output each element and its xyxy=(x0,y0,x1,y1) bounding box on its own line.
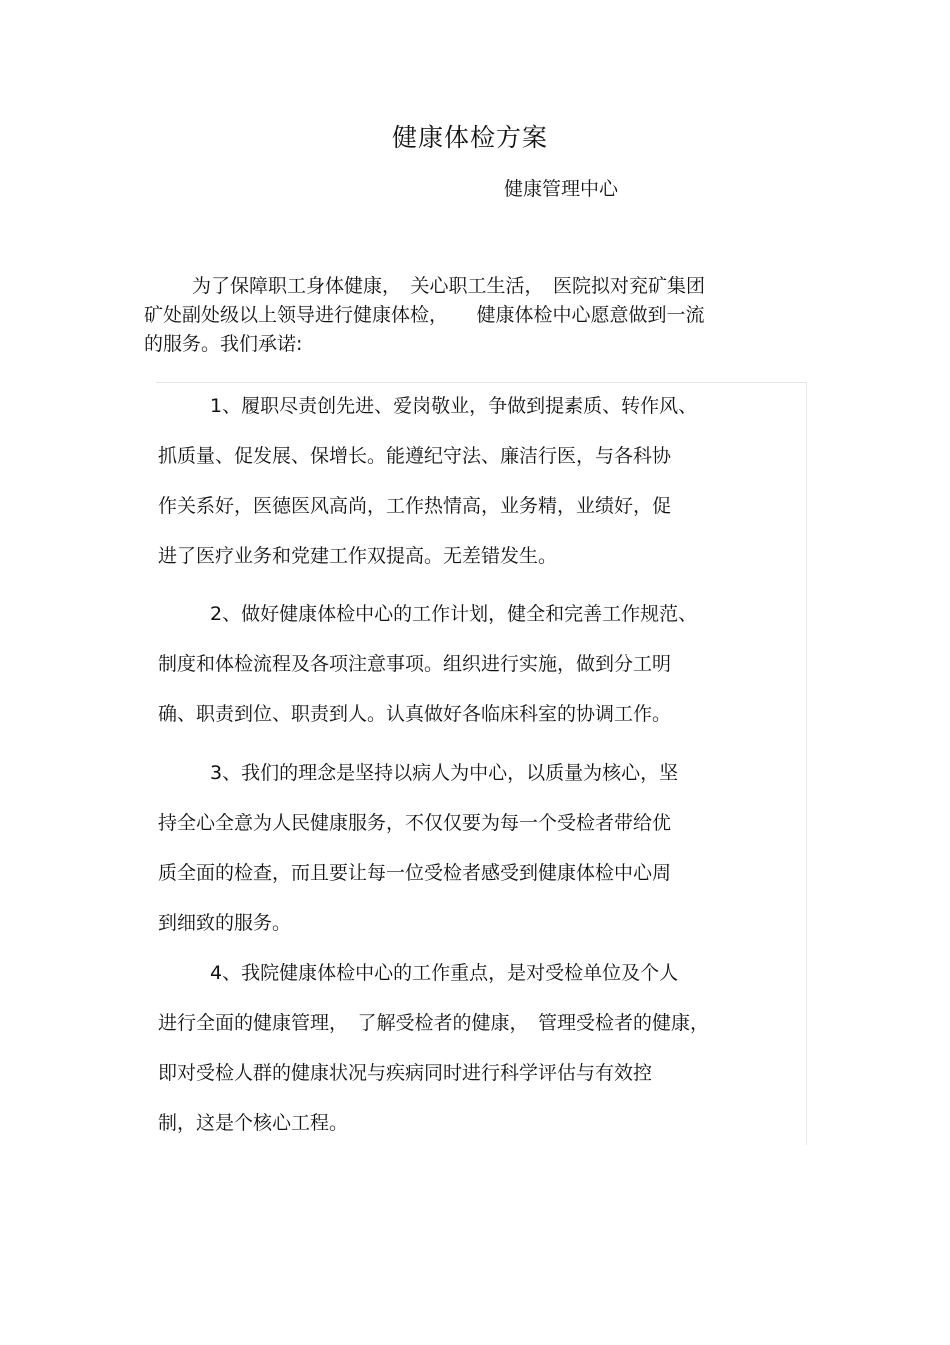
commitment-line: 质全面的检查，而且要让每一位受检者感受到健康体检中心周 xyxy=(158,862,672,884)
commitment-line: 确、职责到位、职责到人。认真做好各临床科室的协调工作。 xyxy=(158,703,672,725)
intro-line: 的服务。我们承诺: xyxy=(144,333,303,355)
commitment-line: 3、我们的理念是坚持以病人为中心，以质量为核心，坚 xyxy=(210,762,679,784)
commitment-line: 到细致的服务。 xyxy=(158,912,292,934)
commitment-line: 进行全面的健康管理， 了解受检者的健康， 管理受检者的健康， xyxy=(158,1012,710,1034)
organization-name: 健康管理中心 xyxy=(504,178,619,200)
commitment-line: 持全心全意为人民健康服务，不仅仅要为每一个受检者带给优 xyxy=(158,812,672,834)
commitment-item-1 xyxy=(158,381,798,581)
commitment-line: 进了医疗业务和党建工作双提高。无差错发生。 xyxy=(158,545,558,567)
commitment-line: 制度和体检流程及各项注意事项。组织进行实施，做到分工明 xyxy=(158,653,672,675)
commitment-line: 作关系好，医德医风高尚，工作热情高，业务精，业绩好，促 xyxy=(158,495,672,517)
commitment-line: 4、我院健康体检中心的工作重点，是对受检单位及个人 xyxy=(210,962,679,984)
commitment-line: 抓质量、促发展、保增长。能遵纪守法、廉洁行医，与各科协 xyxy=(158,445,672,467)
intro-line: 为了保障职工身体健康， 关心职工生活， 医院拟对兖矿集团 xyxy=(192,275,706,297)
commitment-line: 即对受检人群的健康状况与疾病同时进行科学评估与有效控 xyxy=(158,1062,653,1084)
commitment-line: 1、履职尽责创先进、爱岗敬业，争做到提素质、转作风、 xyxy=(210,395,698,417)
commitment-item-4 xyxy=(158,948,798,1148)
commitment-item-3 xyxy=(158,748,798,948)
commitment-item-2 xyxy=(158,589,798,739)
document-title: 健康体检方案 xyxy=(391,123,548,152)
intro-paragraph xyxy=(144,272,804,359)
commitment-line: 制，这是个核心工程。 xyxy=(158,1112,349,1134)
commitment-line: 2、做好健康体检中心的工作计划，健全和完善工作规范、 xyxy=(210,603,698,625)
intro-line: 矿处副处级以上领导进行健康体检， 健康体检中心愿意做到一流 xyxy=(144,304,705,326)
